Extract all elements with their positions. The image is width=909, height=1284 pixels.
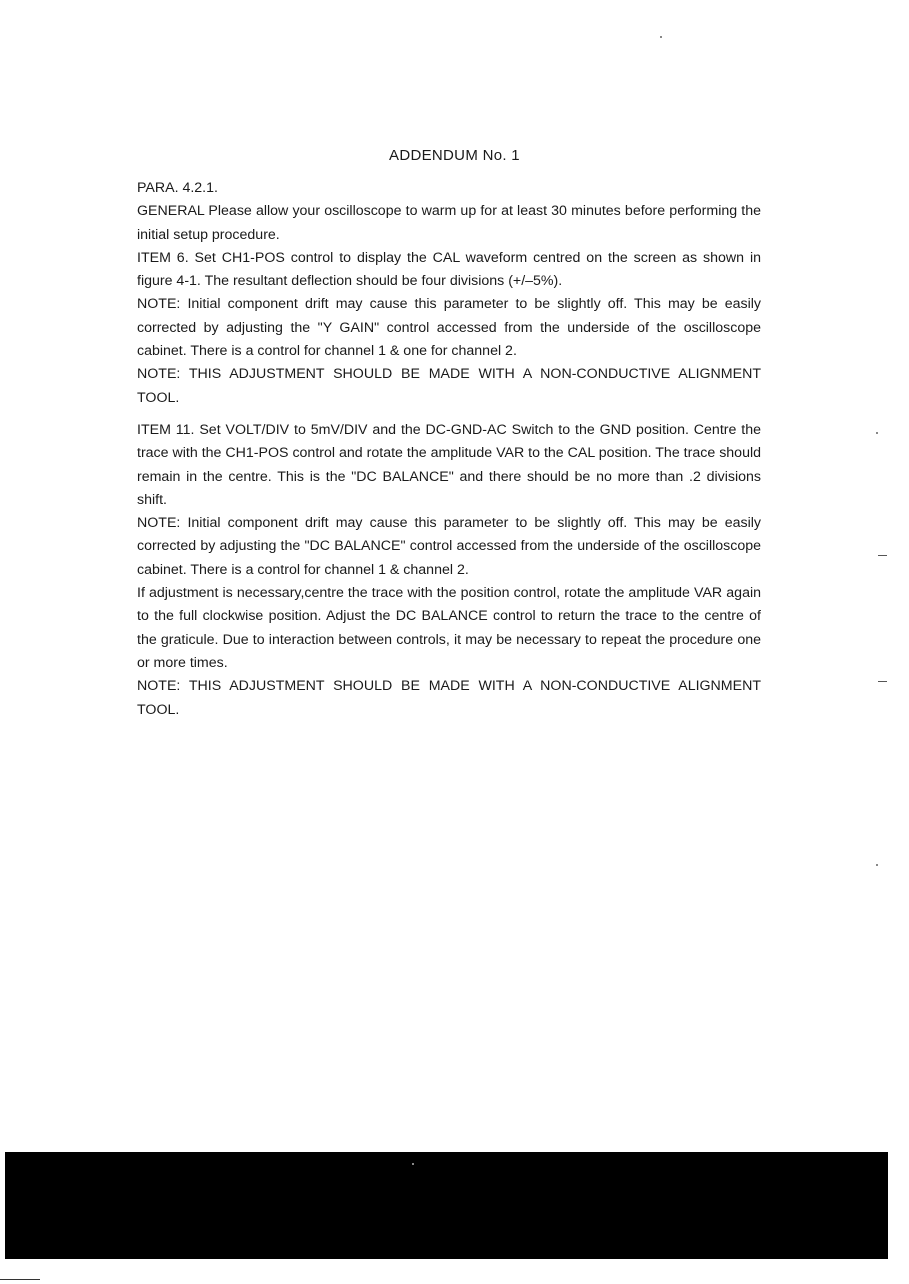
- scan-dark-band: [5, 1152, 888, 1259]
- adjustment-paragraph: If adjustment is necessary,centre the trace with the position control, rotate the amplitude VAR again to the full clockwise position. Adjust the DC BALANCE control to return the trace to the centre of the graticule. Due to interaction between controls, it may be necessary to repeat the procedure one or more times.: [137, 585, 761, 671]
- scan-speck: [412, 1163, 414, 1165]
- section-item-11: [137, 419, 761, 722]
- section-para-4-2-1: [137, 177, 761, 410]
- note-dc-balance-paragraph: NOTE: Initial component drift may cause this parameter to be slightly off. This may be easily corrected by adjusting the "DC BALANCE" control accessed from the underside of the oscilloscope cabinet. There is a control for channel 1 & channel 2.: [137, 515, 761, 578]
- margin-tick-mark: [878, 555, 887, 556]
- scan-edge-mark-bottom: [882, 1210, 888, 1238]
- scan-speck: [876, 864, 878, 866]
- general-paragraph: GENERAL Please allow your oscilloscope to warm up for at least 30 minutes before performing the initial setup procedure.: [137, 203, 761, 243]
- bottom-edge-rule: [0, 1279, 40, 1280]
- note-y-gain-paragraph: NOTE: Initial component drift may cause this parameter to be slightly off. This may be easily corrected by adjusting the "Y GAIN" control accessed from the underside of the oscilloscope cabinet. There is a control for channel 1 & one for channel 2.: [137, 296, 761, 360]
- item-6-paragraph: ITEM 6. Set CH1-POS control to display the CAL waveform centred on the screen as shown in figure 4-1. The resultant deflection should be four divisions (+/–5%).: [137, 249, 761, 290]
- scan-speck: [876, 432, 878, 434]
- note-alignment-tool-2: NOTE: THIS ADJUSTMENT SHOULD BE MADE WITH A NON-CONDUCTIVE ALIGNMENT TOOL.: [137, 678, 761, 718]
- para-reference: PARA. 4.2.1.: [137, 180, 218, 196]
- margin-tick-mark: [878, 681, 887, 682]
- item-11-paragraph: ITEM 11. Set VOLT/DIV to 5mV/DIV and the DC-GND-AC Switch to the GND position. Centre the trace with the CH1-POS control and rotate the amplitude VAR to the CAL position. The trace should remain in the centre. This is the "DC BALANCE" and there should be no more than .2 divisions shift.: [137, 422, 761, 508]
- scan-edge-mark-top: [882, 1152, 888, 1178]
- note-alignment-tool-1: NOTE: THIS ADJUSTMENT SHOULD BE MADE WITH A NON-CONDUCTIVE ALIGNMENT TOOL.: [137, 366, 761, 406]
- scan-speck: [660, 36, 662, 38]
- page-title: ADDENDUM No. 1: [389, 147, 520, 164]
